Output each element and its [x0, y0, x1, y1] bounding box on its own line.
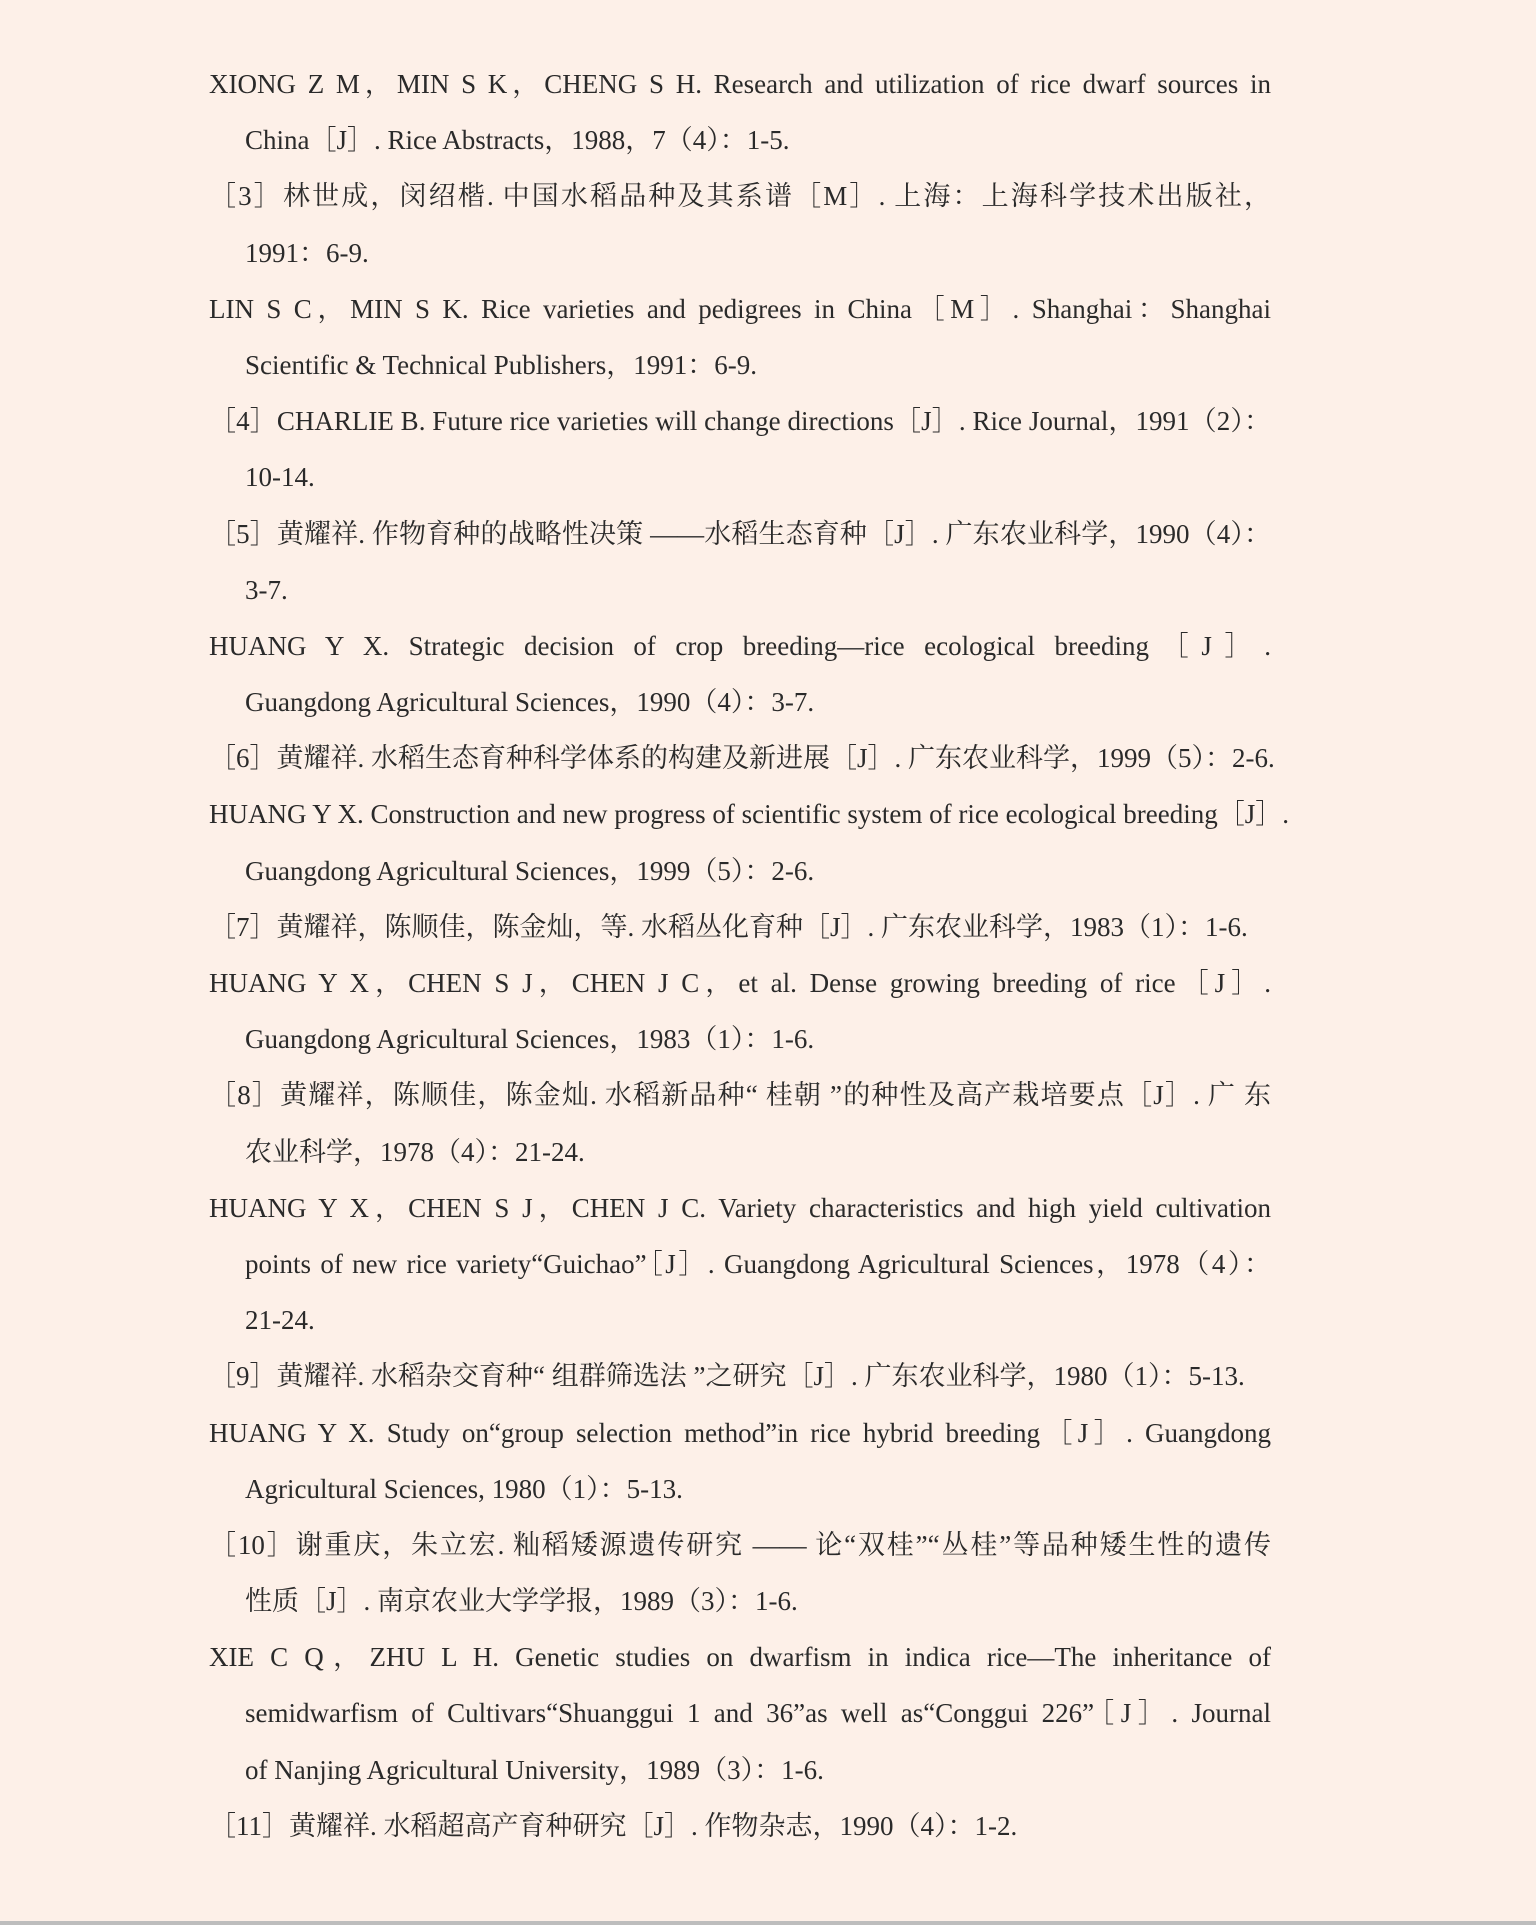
reference-entry	[209, 730, 1275, 786]
reference-line: Scientific & Technical Publishers，1991：6-9.	[245, 349, 758, 380]
reference-entry	[209, 1405, 1271, 1517]
reference-line: of Nanjing Agricultural University，1989（3）：1-6.	[245, 1754, 824, 1785]
reference-line: China［J］. Rice Abstracts，1988，7（4）：1-5.	[245, 125, 790, 156]
reference-entry	[209, 393, 1271, 505]
reference-line: Agricultural Sciences, 1980（1）：5-13.	[245, 1473, 683, 1504]
reference-line: 3-7.	[245, 574, 288, 605]
reference-line: ［8］黄耀祥，陈顺佳，陈金灿. 水稻新品种“ 桂朝 ”的种性及高产栽培要点［J］. 广 东	[209, 1080, 1271, 1111]
reference-line: ［7］黄耀祥，陈顺佳，陈金灿，等. 水稻丛化育种［J］. 广东农业科学，1983（1）：1-6.	[209, 911, 1248, 942]
reference-entry	[209, 955, 1271, 1067]
reference-line: ［9］黄耀祥. 水稻杂交育种“ 组群筛选法 ”之研究［J］. 广东农业科学，1980（1）：5-13.	[209, 1361, 1245, 1392]
reference-line: HUANG Y X，CHEN S J，CHEN J C. Variety characteristics and high yield cultivation	[209, 1192, 1271, 1223]
reference-line: 农业科学，1978（4）：21-24.	[245, 1136, 585, 1167]
reference-line: 10-14.	[245, 462, 315, 493]
reference-line: Guangdong Agricultural Sciences，1983（1）：1-6.	[245, 1024, 815, 1055]
reference-line: ［4］CHARLIE B. Future rice varieties will change directions［J］. Rice Journal，1991（2）：	[209, 406, 1271, 437]
reference-entry	[209, 786, 1289, 898]
reference-entry	[209, 281, 1271, 393]
reference-line: ［11］黄耀祥. 水稻超高产育种研究［J］. 作物杂志，1990（4）：1-2.	[209, 1810, 1018, 1841]
reference-entry	[209, 899, 1271, 955]
reference-entry	[209, 168, 1271, 280]
reference-line: 21-24.	[245, 1305, 315, 1336]
reference-list	[209, 56, 1289, 1854]
reference-line: HUANG Y X. Construction and new progress of scientific system of rice ecological breeding［J］.	[209, 799, 1289, 830]
reference-entry	[209, 56, 1271, 168]
reference-line: ［3］林世成，闵绍楷. 中国水稻品种及其系谱［M］. 上海：上海科学技术出版社，	[209, 181, 1271, 212]
reference-entry	[209, 1180, 1271, 1349]
reference-entry	[209, 1629, 1271, 1798]
reference-line: 1991：6-9.	[245, 237, 369, 268]
reference-entry	[209, 506, 1271, 618]
reference-line: ［10］谢重庆，朱立宏. 籼稻矮源遗传研究 —— 论“双桂”“丛桂”等品种矮生性的遗传	[209, 1529, 1271, 1560]
reference-entry	[209, 618, 1271, 730]
reference-line: semidwarfism of Cultivars“Shuanggui 1 and 36”as well as“Conggui 226”［J］. Journal	[245, 1698, 1271, 1729]
reference-line: Guangdong Agricultural Sciences，1990（4）：3-7.	[245, 687, 815, 718]
reference-line: HUANG Y X. Strategic decision of crop breeding—rice ecological breeding［J］.	[209, 630, 1271, 661]
reference-line: ［5］黄耀祥. 作物育种的战略性决策 ——水稻生态育种［J］. 广东农业科学，1990（4）：	[209, 518, 1271, 549]
reference-line: ［6］黄耀祥. 水稻生态育种科学体系的构建及新进展［J］. 广东农业科学，1999（5）：2-6.	[209, 743, 1275, 774]
reference-line: HUANG Y X. Study on“group selection method”in rice hybrid breeding［J］. Guangdong	[209, 1417, 1271, 1448]
reference-line: LIN S C，MIN S K. Rice varieties and pedigrees in China［M］. Shanghai：Shanghai	[209, 293, 1271, 324]
reference-entry	[209, 1798, 1271, 1854]
reference-line: points of new rice variety“Guichao”［J］. Guangdong Agricultural Sciences，1978（4）：	[245, 1248, 1271, 1279]
reference-entry	[209, 1517, 1271, 1629]
reference-line: 性质［J］. 南京农业大学学报，1989（3）：1-6.	[245, 1586, 798, 1617]
reference-line: XIE C Q，ZHU L H. Genetic studies on dwarfism in indica rice—The inheritance of	[209, 1642, 1271, 1673]
reference-line: HUANG Y X，CHEN S J，CHEN J C，et al. Dense growing breeding of rice［J］.	[209, 968, 1271, 998]
reference-line: Guangdong Agricultural Sciences，1999（5）：2-6.	[245, 855, 815, 886]
reference-line: XIONG Z M，MIN S K，CHENG S H. Research and utilization of rice dwarf sources in	[209, 69, 1271, 99]
reference-entry	[209, 1348, 1271, 1404]
page-bottom-border	[0, 1921, 1536, 1925]
reference-entry	[209, 1067, 1271, 1179]
